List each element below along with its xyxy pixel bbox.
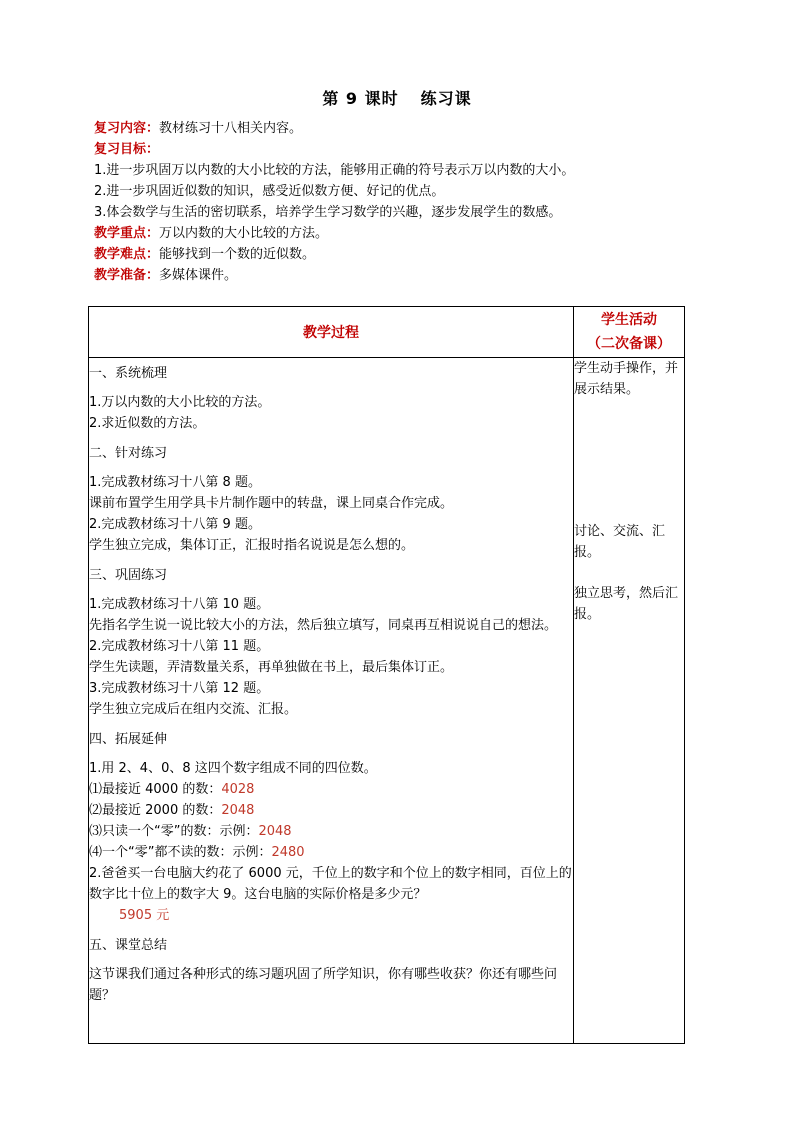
section-line: 2.求近似数的方法。 <box>89 416 206 431</box>
section-line: 学生独立完成后在组内交流、汇报。 <box>89 702 298 717</box>
sub-question-label: ⑵最接近 2000 的数： <box>89 803 222 818</box>
review-content-label: 复习内容： <box>94 121 160 136</box>
sub-question <box>89 821 573 842</box>
teaching-key-label: 教学重点： <box>94 226 160 241</box>
sub-question-answer: 2048 <box>258 824 292 839</box>
header-student-activity-line2: （二次备课） <box>587 336 671 352</box>
lesson-type: 练习课 <box>420 89 472 108</box>
sub-question-answer: 2048 <box>221 803 255 818</box>
summary-text: 这节课我们通过各种形式的练习题巩固了所学知识，你有哪些收获？你还有哪些问题？ <box>89 967 558 1003</box>
goal-item: 3.体会数学与生活的密切联系，培养学生学习数学的兴趣，逐步发展学生的数感。 <box>94 205 562 220</box>
teaching-prep-line <box>94 265 694 286</box>
teaching-process-cell <box>89 358 574 1044</box>
header-teaching-process: 教学过程 <box>89 307 574 358</box>
section-line: 1.完成教材练习十八第 10 题。 <box>89 597 270 612</box>
table-header-row <box>89 307 685 358</box>
section-title: 二、针对练习 <box>89 446 168 461</box>
section-line: 1.完成教材练习十八第 8 题。 <box>89 475 261 490</box>
goal-item: 2.进一步巩固近似数的知识，感受近似数方便、好记的优点。 <box>94 184 445 199</box>
sub-question <box>89 842 573 863</box>
teaching-prep-label: 教学准备： <box>94 268 160 283</box>
header-student-activity <box>574 307 685 358</box>
section-line: 学生先读题，弄清数量关系，再单独做在书上，最后集体订正。 <box>89 660 454 675</box>
section-line: 2.完成教材练习十八第 11 题。 <box>89 639 270 654</box>
section-line: 1.万以内数的大小比较的方法。 <box>89 395 271 410</box>
section-line: 3.完成教材练习十八第 12 题。 <box>89 681 270 696</box>
section-line: 学生独立完成，集体订正，汇报时指名说说是怎么想的。 <box>89 538 415 553</box>
teaching-key-text: 万以内数的大小比较的方法。 <box>159 226 329 241</box>
review-content-line <box>94 118 694 139</box>
header-student-activity-line1: 学生活动 <box>601 312 657 328</box>
teaching-key-line <box>94 223 694 244</box>
lesson-intro <box>94 118 694 286</box>
lesson-table <box>88 306 685 1044</box>
question-2-answer: 5905 元 <box>119 908 170 923</box>
activity-note: 独立思考，然后汇报。 <box>574 586 679 622</box>
table-body-row <box>89 358 685 1044</box>
teaching-difficulty-text: 能够找到一个数的近似数。 <box>159 247 316 262</box>
goal-item: 1.进一步巩固万以内数的大小比较的方法，能够用正确的符号表示万以内数的大小。 <box>94 163 575 178</box>
sub-question <box>89 800 573 821</box>
section-line: 先指名学生说一说比较大小的方法，然后独立填写，同桌再互相说说自己的想法。 <box>89 618 558 633</box>
question-1: 1.用 2、4、0、8 这四个数字组成不同的四位数。 <box>89 761 377 776</box>
review-goals-line <box>94 139 694 160</box>
student-activity-cell <box>574 358 685 1044</box>
teaching-difficulty-label: 教学难点： <box>94 247 160 262</box>
sub-question-label: ⑴最接近 4000 的数： <box>89 782 222 797</box>
teaching-prep-text: 多媒体课件。 <box>159 268 238 283</box>
review-goals-label: 复习目标： <box>94 142 160 157</box>
sub-question <box>89 779 573 800</box>
activity-note: 讨论、交流、汇报。 <box>574 524 666 560</box>
lesson-title <box>0 86 794 109</box>
sub-question-label: ⑶只读一个“零”的数：示例： <box>89 824 259 839</box>
section-title: 一、系统梳理 <box>89 366 168 381</box>
section-title: 四、拓展延伸 <box>89 732 168 747</box>
section-title: 三、巩固练习 <box>89 568 168 583</box>
section-line: 2.完成教材练习十八第 9 题。 <box>89 517 261 532</box>
lesson-number: 第 9 课时 <box>322 89 399 108</box>
activity-note: 学生动手操作，并展示结果。 <box>574 361 679 397</box>
teaching-difficulty-line <box>94 244 694 265</box>
review-content-text: 教材练习十八相关内容。 <box>159 121 303 136</box>
sub-question-answer: 4028 <box>221 782 255 797</box>
sub-question-label: ⑷一个“零”都不读的数：示例： <box>89 845 272 860</box>
section-title: 五、课堂总结 <box>89 938 168 953</box>
sub-question-answer: 2480 <box>271 845 305 860</box>
question-2: 2.爸爸买一台电脑大约花了 6000 元，千位上的数字和个位上的数字相同，百位上的数字比十位上的数字大 9。这台电脑的实际价格是多少元？ <box>89 866 572 902</box>
section-line: 课前布置学生用学具卡片制作题中的转盘，课上同桌合作完成。 <box>89 496 454 511</box>
